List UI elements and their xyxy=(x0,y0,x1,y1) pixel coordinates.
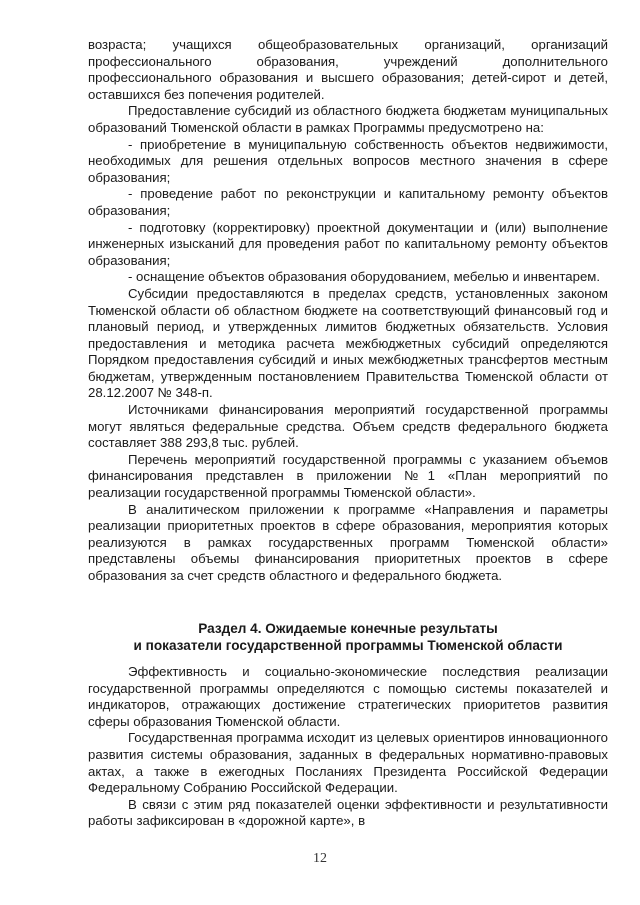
section-heading-line2: и показатели государственной программы Тюменской области xyxy=(133,638,563,653)
section-heading-line1: Раздел 4. Ожидаемые конечные результаты xyxy=(198,621,498,636)
paragraph-funding-sources: Источниками финансирования мероприятий государственной программы могут являться федеральные средства. Объем средств федерального бюджета составляет 388 293,8 тыс. рублей. xyxy=(88,402,608,451)
paragraph-subsidy-limits: Субсидии предоставляются в пределах средств, установленных законом Тюменской области об областном бюджете на соответствующий финансовый год и плановый период, и утвержденных лимитов бюджетных обязательств. Условия предоставления и методика расчета межбюджетных субсидий определяются Порядком предоставления субсидий и иных межбюджетных трансфертов местным бюджетам, утвержденным постановлением Правительства Тюменской области от 28.12.2007 № 348-п. xyxy=(88,285,608,401)
body-text-section4 xyxy=(88,664,608,830)
paragraph-subsidies-intro: Предоставление субсидий из областного бюджета бюджетам муниципальных образований Тюменской области в рамках Программы предусмотрено на: xyxy=(88,103,608,135)
list-item-acquisition: - приобретение в муниципальную собственность объектов недвижимости, необходимых для решения отдельных вопросов местного значения в сфере образования; xyxy=(88,136,608,185)
list-item-reconstruction: - проведение работ по реконструкции и капитальному ремонту объектов образования; xyxy=(88,186,608,218)
paragraph-effectiveness: Эффективность и социально-экономические последствия реализации государственной программы определяются с помощью системы показателей и индикаторов, отражающих достижение стратегических приоритетов развития сферы образования Тюменской области. xyxy=(88,664,608,729)
body-text-top xyxy=(88,37,608,585)
list-item-design-docs: - подготовку (корректировку) проектной документации и (или) выполнение инженерных изысканий для проведения работ по капитальному ремонту объектов образования; xyxy=(88,219,608,268)
paragraph-roadmap: В связи с этим ряд показателей оценки эффективности и результативности работы зафиксирован в «дорожной карте», в xyxy=(88,796,608,829)
paragraph-age-groups: возраста; учащихся общеобразовательных организаций, организаций профессионального образования, учреждений дополнительного профессионального образования и высшего образования; детей-сирот и детей, оставшихся без попечения родителей. xyxy=(88,37,608,102)
paragraph-activities-list: Перечень мероприятий государственной программы с указанием объемов финансирования представлен в приложении №1 «План мероприятий по реализации государственной программы Тюменской области». xyxy=(88,451,608,501)
paragraph-targets: Государственная программа исходит из целевых ориентиров инновационного развития системы образования, заданных в федеральных нормативно-правовых актах, а также в ежегодных Посланиях Президента Российской Федерации Федеральному Собранию Российской Федерации. xyxy=(88,730,608,796)
paragraph-analytical-appendix: В аналитическом приложении к программе «Направления и параметры реализации приоритетных проектов в сфере образования, мероприятия которых реализуются в рамках государственных программ Тюменской области» представлены объемы финансирования приоритетных проектов в сфере образования за счет средств областного и федерального бюджета. xyxy=(88,501,608,583)
section-heading xyxy=(88,620,608,654)
page-number: 12 xyxy=(313,851,327,866)
list-item-equipment: - оснащение объектов образования оборудованием, мебелью и инвентарем. xyxy=(128,269,601,285)
